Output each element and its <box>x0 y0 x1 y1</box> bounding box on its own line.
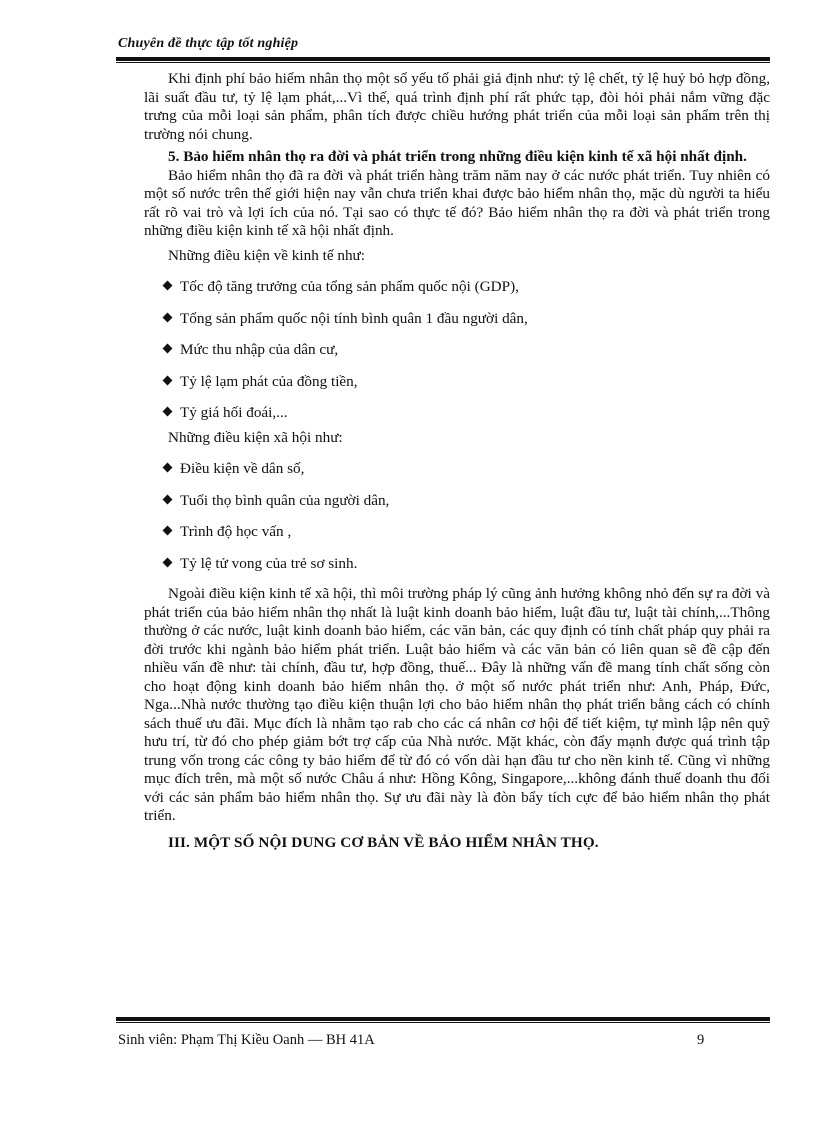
list-item: Tổng sản phẩm quốc nội tính bình quân 1 đầu người dân, <box>164 310 770 329</box>
list-item: Tỷ lệ lạm phát của đồng tiền, <box>164 373 770 392</box>
diamond-bullet-icon <box>163 557 173 567</box>
diamond-bullet-icon <box>163 344 173 354</box>
document-body <box>144 70 770 852</box>
diamond-bullet-icon <box>163 494 173 504</box>
diamond-bullet-icon <box>163 281 173 291</box>
footer-rule-thick <box>116 1017 770 1021</box>
page-number: 9 <box>697 1032 705 1048</box>
economic-conditions-lead: Những điều kiện về kinh tế như: <box>168 246 365 264</box>
diamond-bullet-icon <box>163 375 173 385</box>
footer-student-name: Sinh viên: Phạm Thị Kiều Oanh — BH 41A <box>118 1032 375 1048</box>
social-conditions-lead: Những điều kiện xã hội như: <box>168 428 343 446</box>
diamond-bullet-icon <box>163 312 173 322</box>
diamond-bullet-icon <box>163 463 173 473</box>
list-item: Trình độ học vấn , <box>164 523 770 542</box>
list-item: Tốc độ tăng trưởng của tổng sản phẩm quốc nội (GDP), <box>164 278 770 297</box>
paragraph-history: Bảo hiểm nhân thọ đã ra đời và phát triển hàng trăm năm nay ở các nước phát triển. Tuy nhiên có một số nước trên thế giới hiện nay vẫn chưa triển khai được bảo hiểm nhân thọ, mặc dù người ta hiểu rất rõ vai trò và lợi ích của nó. Tại sao có thực tế đó? Bảo hiểm nhân thọ ra đời và phát triển trong những điều kiện kinh tế xã hội nhất định. <box>144 166 770 239</box>
diamond-bullet-icon <box>163 407 173 417</box>
heading-section-III: III. MỘT SỐ NỘI DUNG CƠ BẢN VỀ BẢO HIỂM NHÂN THỌ. <box>168 833 599 851</box>
diamond-bullet-icon <box>163 526 173 536</box>
paragraph-premium-assumptions: Khi định phí bảo hiểm nhân thọ một số yếu tố phải giả định như: tỷ lệ chết, tỷ lệ huỷ bỏ hợp đồng, lãi suất đầu tư, tỷ lệ lạm phát,...Vì thế, quá trình định phí rất phức tạp, đòi hỏi phải nắm vững đặc trưng của mỗi loại sản phẩm, phân tích được chiều hướng phát triển của mỗi loại sản phẩm trên thị trường nói chung. <box>144 70 770 143</box>
list-item: Điều kiện về dân số, <box>164 460 770 479</box>
header-rule-thin <box>116 62 770 63</box>
list-item: Tuổi thọ bình quân của người dân, <box>164 492 770 511</box>
footer-rule-thin <box>116 1022 770 1023</box>
list-item: Tỷ giá hối đoái,... <box>164 404 770 423</box>
social-conditions-list <box>164 460 770 573</box>
page-header-title: Chuyên đề thực tập tốt nghiệp <box>118 36 299 51</box>
paragraph-legal-environment: Ngoài điều kiện kinh tế xã hội, thì môi trường pháp lý cũng ảnh hưởng không nhỏ đến sự ra đời và phát triển của bảo hiểm nhân thọ nhất là luật kinh doanh bảo hiểm, luật đầu tư, luật tài chính,...Thông thường ở các nước, luật kinh doanh bảo hiểm, các văn bản, các quy định có tính chất pháp quy phải ra đời trước khi ngành bảo hiểm phát triển. Luật bảo hiểm và các văn bản có liên quan sẽ đề cập đến nhiều vấn đề như: tài chính, đầu tư, hợp đồng, thuế... Đây là những vấn đề mang tính chất sống còn cho hoạt động kinh doanh bảo hiểm nhân thọ. ở một số nước phát triển như: Anh, Pháp, Đức, Nga...Nhà nước thường tạo điều kiện thuận lợi cho bảo hiểm nhân thọ phát triển bằng cách có chính sách thuế ưu đãi. Mục đích là nhằm tạo rab cho các cá nhân cơ hội để tiết kiệm, tự mình lập nên quỹ hưu trí, từ đó cho phép giảm bớt trợ cấp của Nhà nước. Mặt khác, còn đẩy mạnh được quá trình tập trung vốn trong các công ty bảo hiểm để từ đó có vốn dài hạn đầu tư cho nền kinh tế. Cũng vì những mục đích trên, mà một số nước Châu á như: Hồng Kông, Singapore,...không đánh thuế doanh thu đối với các sản phẩm bảo hiểm nhân thọ. Sự ưu đãi này là đòn bẩy tích cực để bảo hiểm nhân thọ phát triển. <box>144 585 770 824</box>
list-item: Mức thu nhập của dân cư, <box>164 341 770 360</box>
list-item: Tỷ lệ tử vong của trẻ sơ sinh. <box>164 555 770 574</box>
header-rule-thick <box>116 57 770 61</box>
economic-conditions-list <box>164 278 770 423</box>
heading-section-5: 5. Bảo hiểm nhân thọ ra đời và phát triển trong những điều kiện kinh tế xã hội nhất định. <box>168 148 747 165</box>
